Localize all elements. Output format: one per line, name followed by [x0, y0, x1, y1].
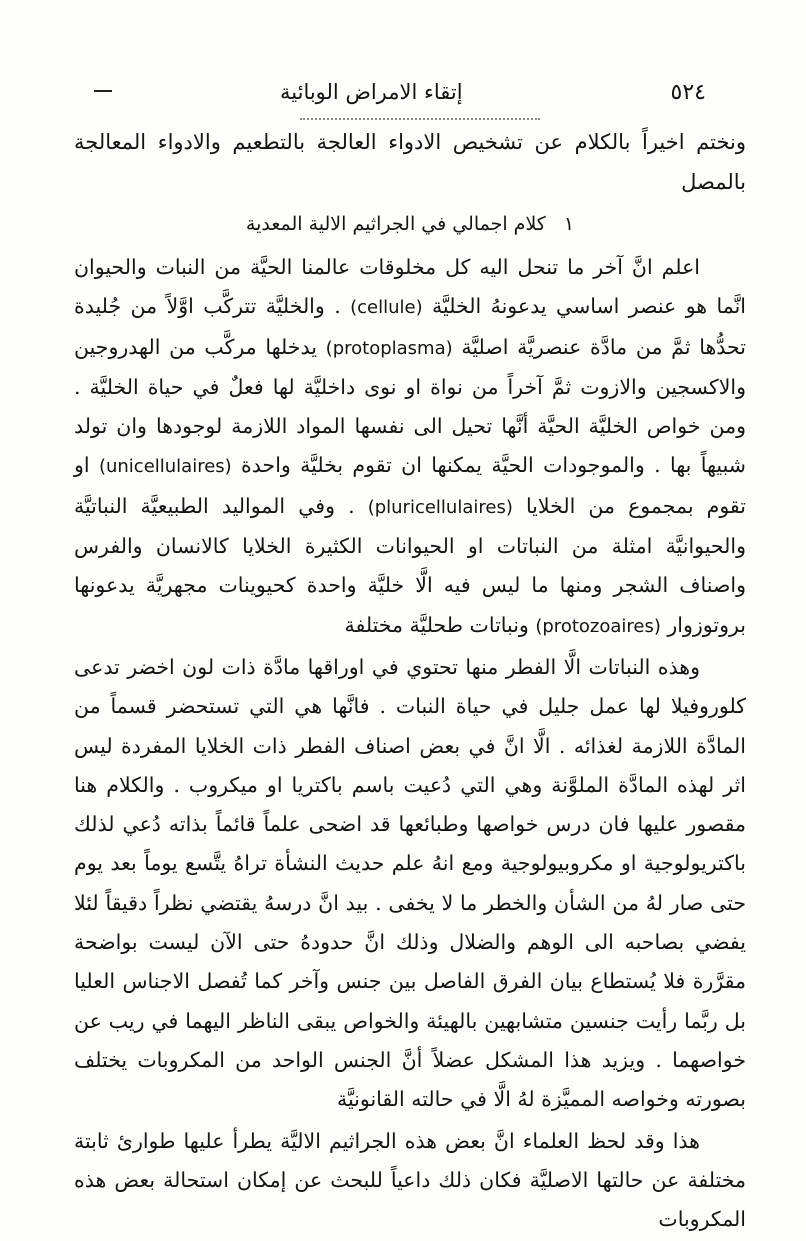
paragraph-1-text-4: او تقوم بمجموع من الخلايا	[74, 453, 746, 518]
paragraph-1-text-1: اعلم انَّ آخر ما تنحل اليه كل مخلوقات عالمنا الحيَّة من النبات والحيوان انَّما هو عنصر اساسي يدعونهُ الخليَّة	[74, 255, 747, 319]
intro-line: ونختم اخيراً بالكلام عن تشخيص الادواء العالجة بالتطعيم والادواء المعالجة بالمصل	[74, 130, 746, 194]
section-title: كلام اجمالي في الجراثيم الالية المعدية	[245, 213, 546, 235]
term-cellule: (cellule)	[350, 297, 423, 319]
running-title: إتقاء الامراض الوبائية	[280, 80, 463, 104]
page-header	[90, 72, 706, 112]
section-number: ١	[563, 213, 575, 235]
paragraph-1-text-2: . والخليَّة تتركَّب اوَّلاً من جُليدة تحدُّها ثمَّ من مادَّة عنصريَّة اصليَّة	[74, 294, 746, 359]
header-dash-mark	[94, 90, 112, 92]
section-heading	[74, 204, 746, 244]
term-pluricellulaires: (pluricellulaires)	[367, 496, 513, 518]
page-number: ٥٢٤	[670, 79, 706, 105]
paragraph-1-text-6: ونباتات طحليَّة مختلفة	[344, 612, 536, 637]
paragraph-3	[74, 1122, 746, 1240]
paragraph-3-text: هذا وقد لحظ العلماء انَّ بعض هذه الجراثيم الاليَّة يطرأ عليها طوارئ ثابتة مختلفة عن حالتها الاصليَّة فكان ذلك داعياً للبحث عن إمكان استحالة بعض هذه المكروبات	[74, 1128, 746, 1232]
paragraph-1-text-3: يدخلها مركَّب من الهدروجين والاكسجين والازوت ثمَّ آخراً من نواة او نوى داخليَّة لها فعلٌ في حياة الخليَّة . ومن خواص الخليَّة الحيَّة أنَّها تحيل الى نفسها المواد اللازمة لوجودها وان تولد شبيهاً بها . والموجودات الحيَّة يمكنها ان تقوم بخليَّة واحدة	[74, 334, 746, 478]
term-protoplasma: (protoplasma)	[325, 337, 453, 359]
page-body	[74, 122, 746, 1241]
paragraph-1-text-5: . وفي المواليد الطبيعيَّة النباتيَّة والحيوانيَّة امثلة من النباتات او الحيوانات الكثيرة الخلايا كالانسان والفرس واصناف الشجر ومنها ما ليس فيه الَّا خليَّة واحدة كحيوينات مجهريَّة يدعونها بروتوزوار	[74, 493, 746, 637]
header-rule	[300, 118, 540, 121]
paragraph-2-text: وهذه النباتات الَّا الفطر منها تحتوي في اوراقها مادَّة ذات لون اخضر تدعى كلوروفيلا لها عمل جليل في حياة النبات . فانَّها هي التي تستحضر قسماً من المادَّة اللازمة لغذائه . الَّا انَّ في بعض اصناف الفطر ذات الخلايا المفردة ليس اثر لهذه المادَّة الملوَّنة وهي التي دُعيت باسم باكتريا او ميكروب . والكلام هنا مقصور عليها فان درس خواصها وطبائعها قد اضحى علماً قائماً بذاته دُعي لذلك باكتريولوجية او مكروبيولوجية ومع انهُ علم حديث النشأة تراهُ يتَّسع يوماً بعد يوم حتى صار لهُ من الشأن والخطر ما لا يخفى . بيد انَّ درسهُ يقتضي نظراً دقيقاً لئلا يفضي بصاحبه الى الوهم والضلال وذلك انَّ حدودهُ حتى الآن ليست بواضحة مقرَّرة فلا يُستطاع بيان الفرق الفاصل بين جنس وآخر كما تُفصل الاجناس العليا بل ربَّما رأيت جنسين متشابهين بالهيئة والخواص يبقى الناظر اليهما في ريب عن خواصهما . ويزيد هذا المشكل عضلاً أنَّ الجنس الواحد من المكروبات يختلف بصورته وخواصه المميَّزة لهُ الَّا في حالته القانونيَّة	[74, 654, 746, 1112]
term-unicellulaires: (unicellulaires)	[98, 456, 232, 478]
paragraph-1	[74, 248, 746, 646]
term-protozoaires: (protozoaires)	[535, 615, 661, 637]
paragraph-2	[74, 648, 746, 1120]
